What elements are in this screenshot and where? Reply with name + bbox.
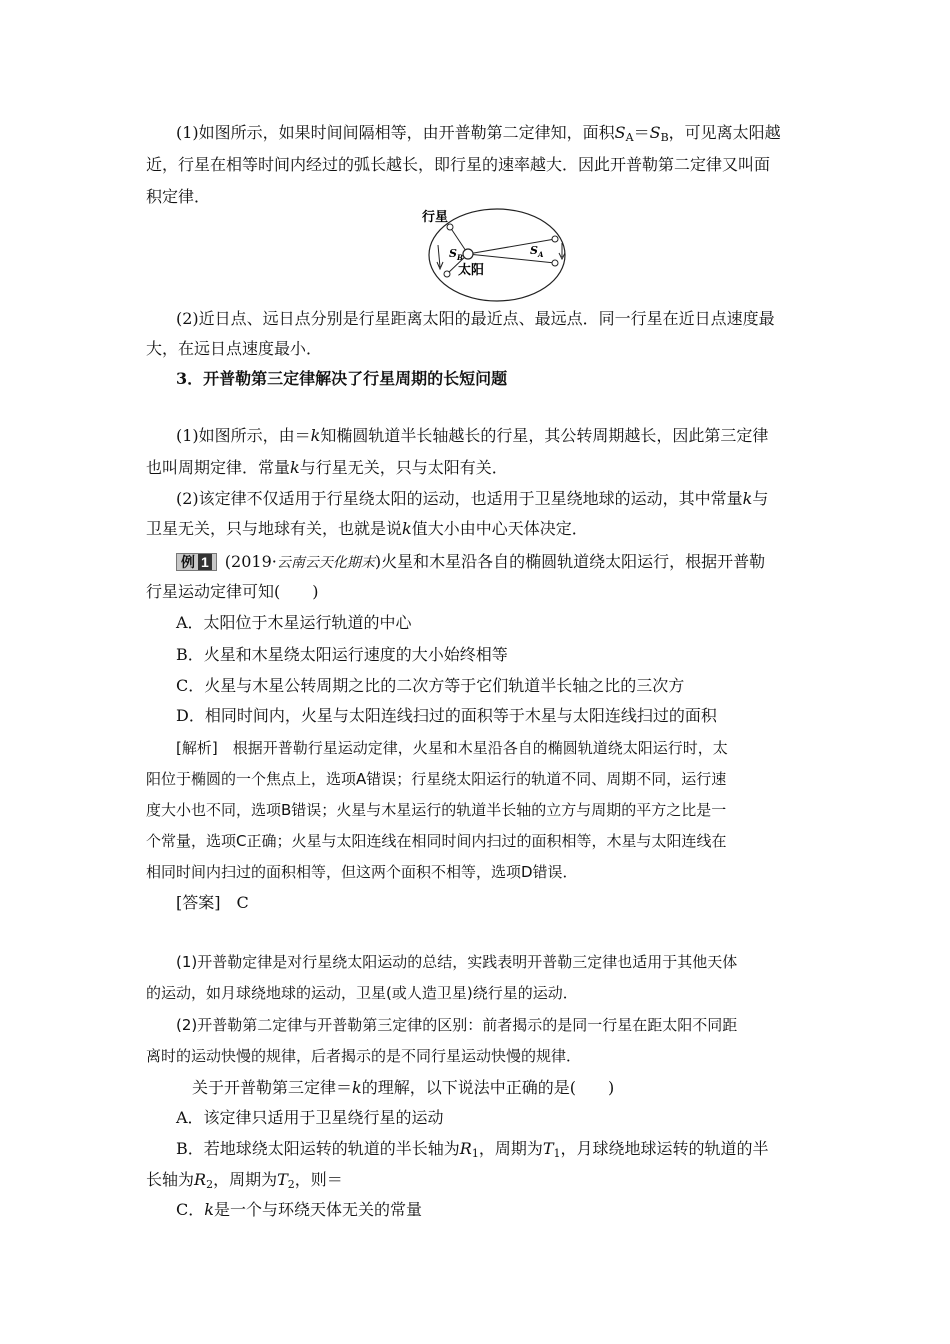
subscript: A [625, 131, 634, 144]
text: )火星和木星沿各自的椭圆轨道绕太阳运行，根据开普勒 [374, 552, 766, 571]
symbol-r: R [459, 1139, 472, 1158]
text: 长轴为 [146, 1170, 195, 1189]
symbol-k: k [204, 1200, 214, 1219]
note-1-line-1: (1)开普勒定律是对行星绕太阳运动的总结，实践表明开普勒三定律也适用于其他天体 [176, 953, 738, 971]
option-b: B．火星和木星绕太阳运行速度的大小始终相等 [176, 645, 508, 664]
text: 与行星无关，只与太阳有关． [299, 458, 508, 477]
option-a: A．太阳位于木星运行轨道的中心 [176, 613, 412, 632]
sun-circle [463, 249, 473, 259]
symbol-t: T [542, 1139, 554, 1158]
example-line-2: 行星运动定律可知( ) [146, 582, 319, 601]
symbol-k: k [290, 458, 300, 477]
text: 关于开普勒第三定律＝ [192, 1078, 353, 1097]
sector-b-label: $S_B$ [449, 247, 463, 262]
planet-point [444, 271, 450, 277]
symbol-k: k [402, 519, 412, 538]
symbol-s: S [649, 123, 661, 142]
planet-label: 行星 [422, 210, 449, 225]
analysis-line-3: 度大小也不同，选项B错误；火星与木星运行的轨道半长轴的立方与周期的平方之比是一 [146, 801, 727, 819]
text: ，周期为 [478, 1139, 543, 1158]
sun-label: 太阳 [458, 263, 485, 278]
example-year: (2019· [224, 552, 277, 571]
section-heading-3: 3．开普勒第三定律解决了行星周期的长短问题 [176, 369, 508, 388]
option-c: C．火星与木星公转周期之比的二次方等于它们轨道半长轴之比的三次方 [176, 676, 685, 695]
arrow-left [438, 245, 440, 267]
note-1-line-2: 的运动，如月球绕地球的运动，卫星(或人造卫星)绕行星的运动． [146, 984, 578, 1002]
symbol-k: k [742, 489, 753, 508]
equals: ＝ [633, 123, 650, 142]
text: 是一个与环绕天体无关的常量 [213, 1200, 422, 1219]
para-4-line-1 [176, 489, 768, 509]
subscript: 2 [206, 1178, 214, 1191]
text: ，月球绕地球运转的轨道的半 [560, 1139, 769, 1158]
para-1-line-1 [176, 123, 781, 143]
subscript: B [660, 131, 669, 144]
para-2-line-2: 大，在远日点速度最小． [146, 339, 323, 358]
example-source: 云南云天化期末 [276, 555, 375, 571]
para-1-line-2: 近，行星在相等时间内经过的弧长越长，即行星的速率越大．因此开普勒第二定律又叫面 [146, 155, 771, 174]
para-3-line-2 [146, 458, 508, 478]
example-number: 1 [198, 554, 212, 570]
analysis-line-1: [解析] 根据开普勒行星运动定律，火星和木星沿各自的椭圆轨道绕太阳运行时，太 [176, 739, 728, 757]
text: 与 [752, 489, 769, 508]
para-1-line-3: 积定律． [146, 187, 211, 206]
symbol-k: k [310, 426, 321, 445]
subscript: 2 [287, 1178, 295, 1191]
para-4-line-2 [146, 519, 588, 539]
question-stem [192, 1078, 614, 1098]
question-option-b-line-2 [146, 1170, 343, 1190]
text: 也叫周期定律．常量 [146, 458, 291, 477]
text: ，周期为 [213, 1170, 278, 1189]
symbol-k: k [352, 1078, 362, 1097]
text: 卫星无关，只与地球有关，也就是说 [146, 519, 403, 538]
para-2-line-1: (2)近日点、远日点分别是行星距离太阳的最近点、最远点．同一行星在近日点速度最 [176, 309, 775, 328]
text: 知椭圆轨道半长轴越长的行星，其公转周期越长，因此第三定律 [320, 426, 769, 445]
text: 的理解，以下说法中正确的是( ) [361, 1078, 615, 1097]
sector-a-label: $S_A$ [530, 244, 544, 259]
text: 值大小由中心天体决定． [411, 519, 588, 538]
subscript: 1 [553, 1147, 561, 1160]
symbol-t: T [277, 1170, 288, 1189]
orbit-figure [420, 205, 570, 305]
text: C． [176, 1200, 205, 1219]
note-2-line-2: 离时的运动快慢的规律，后者揭示的是不同行星运动快慢的规律． [146, 1047, 582, 1065]
text: ，可见离太阳越 [668, 123, 781, 142]
planet-point [552, 260, 558, 266]
note-2-line-1: (2)开普勒第二定律与开普勒第三定律的区别：前者揭示的是同一行星在距太阳不同距 [176, 1016, 738, 1034]
analysis-line-4: 个常量，选项C正确；火星与太阳连线在相同时间内扫过的面积相等，木星与太阳连线在 [146, 832, 727, 850]
text: B．若地球绕太阳运转的轨道的半长轴为 [176, 1139, 460, 1158]
analysis-line-2: 阳位于椭圆的一个焦点上，选项A错误；行星绕太阳运行的轨道不同、周期不同，运行速 [146, 770, 727, 788]
option-d: D．相同时间内，火星与太阳连线扫过的面积等于木星与太阳连线扫过的面积 [176, 706, 717, 725]
text: (1)如图所示，如果时间间隔相等，由开普勒第二定律知，面积 [176, 123, 615, 142]
example-tag-label: 例 [181, 554, 195, 570]
question-option-c [176, 1200, 422, 1220]
text: (1)如图所示，由＝ [176, 426, 311, 445]
text: (2)该定律不仅适用于行星绕太阳的运动，也适用于卫星绕地球的运动，其中常量 [176, 489, 743, 508]
text: ，则＝ [294, 1170, 343, 1189]
question-option-a: A．该定律只适用于卫星绕行星的运动 [176, 1108, 444, 1127]
subscript: 1 [471, 1147, 479, 1160]
answer-line: [答案] C [176, 893, 249, 912]
question-option-b-line-1 [176, 1139, 769, 1159]
example-line-1 [176, 552, 765, 573]
analysis-line-5: 相同时间内扫过的面积相等，但这两个面积不相等，选项D错误． [146, 863, 578, 881]
symbol-s: S [614, 123, 626, 142]
symbol-r: R [194, 1170, 207, 1189]
para-3-line-1 [176, 426, 768, 446]
planet-point [552, 236, 558, 242]
example-tag [176, 553, 217, 571]
